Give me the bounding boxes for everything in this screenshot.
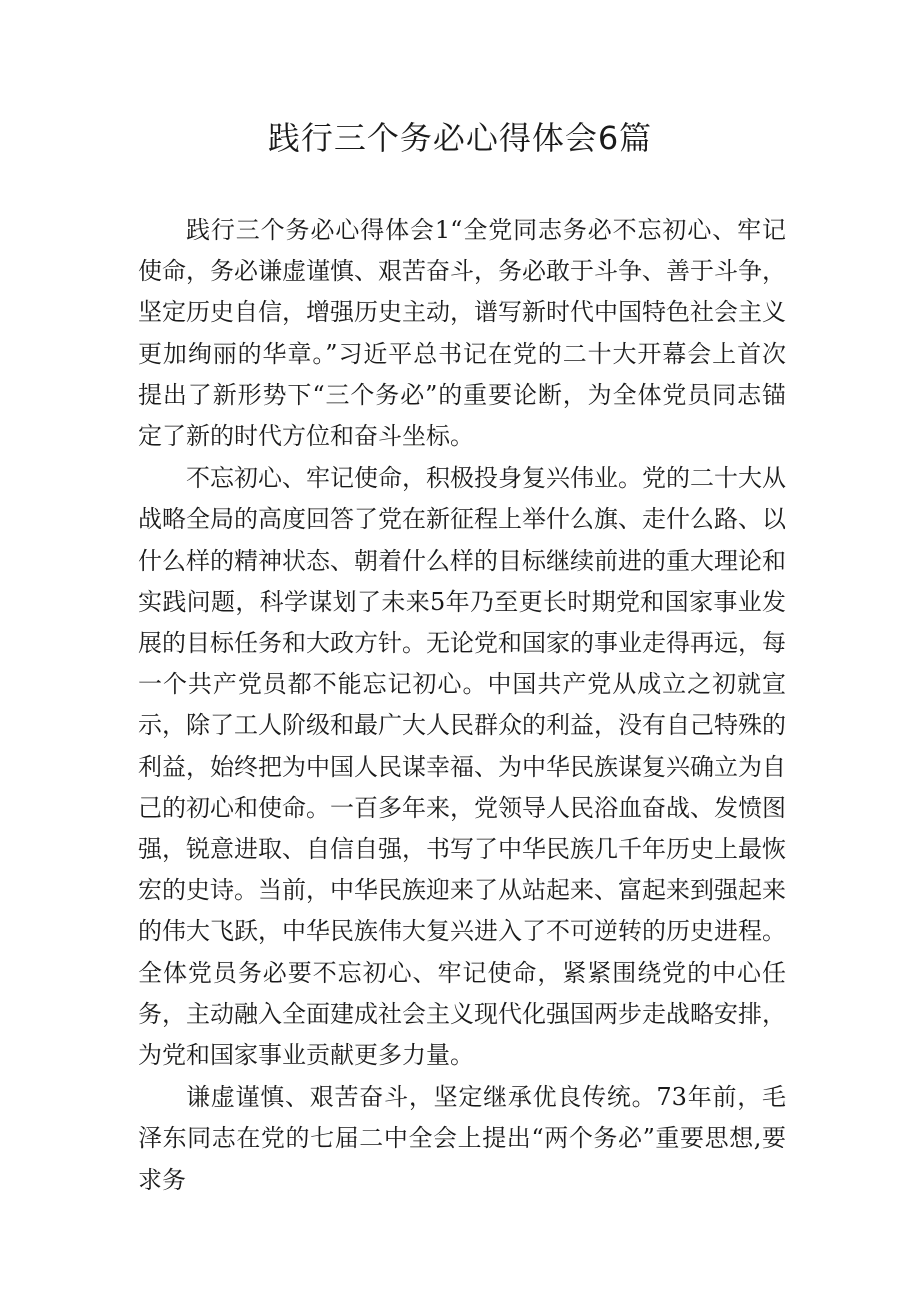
paragraph-2: 不忘初心、牢记使命，积极投身复兴伟业。党的二十大从战略全局的高度回答了党在新征程上举什么旗、走什么路、以什么样的精神状态、朝着什么样的目标继续前进的重大理论和实践问题，科学谋划了未来5年乃至更长时期党和国家事业发展的目标任务和大政方针。无论党和国家的事业走得再远，每一个共产党员都不能忘记初心。中国共产党从成立之初就宣示，除了工人阶级和最广大人民群众的利益，没有自己特殊的利益，始终把为中国人民谋幸福、为中华民族谋复兴确立为自己的初心和使命。一百多年来，党领导人民浴血奋战、发愤图强，锐意进取、自信自强，书写了中华民族几千年历史上最恢宏的史诗。当前，中华民族迎来了从站起来、富起来到强起来的伟大飞跃，中华民族伟大复兴进入了不可逆转的历史进程。全体党员务必要不忘初心、牢记使命，紧紧围绕党的中心任务，主动融入全面建成社会主义现代化强国两步走战略安排，为党和国家事业贡献更多力量。 — [138, 464, 786, 1070]
document-title: 践行三个务必心得体会6篇 — [267, 119, 653, 157]
document-body — [138, 210, 786, 1201]
paragraph-1: 践行三个务必心得体会1“全党同志务必不忘初心、牢记使命，务必谦虚谨慎、艰苦奋斗，务必敢于斗争、善于斗争，坚定历史自信，增强历史主动，谱写新时代中国特色社会主义更加绚丽的华章。”习近平总书记在党的二十大开幕会上首次提出了新形势下“三个务必”的重要论断，为全体党员同志锚定了新的时代方位和奋斗坐标。 — [138, 216, 786, 451]
paragraph-3: 谦虚谨慎、艰苦奋斗，坚定继承优良传统。73年前，毛泽东同志在党的七届二中全会上提出“两个务必”重要思想,要求务 — [138, 1083, 786, 1194]
